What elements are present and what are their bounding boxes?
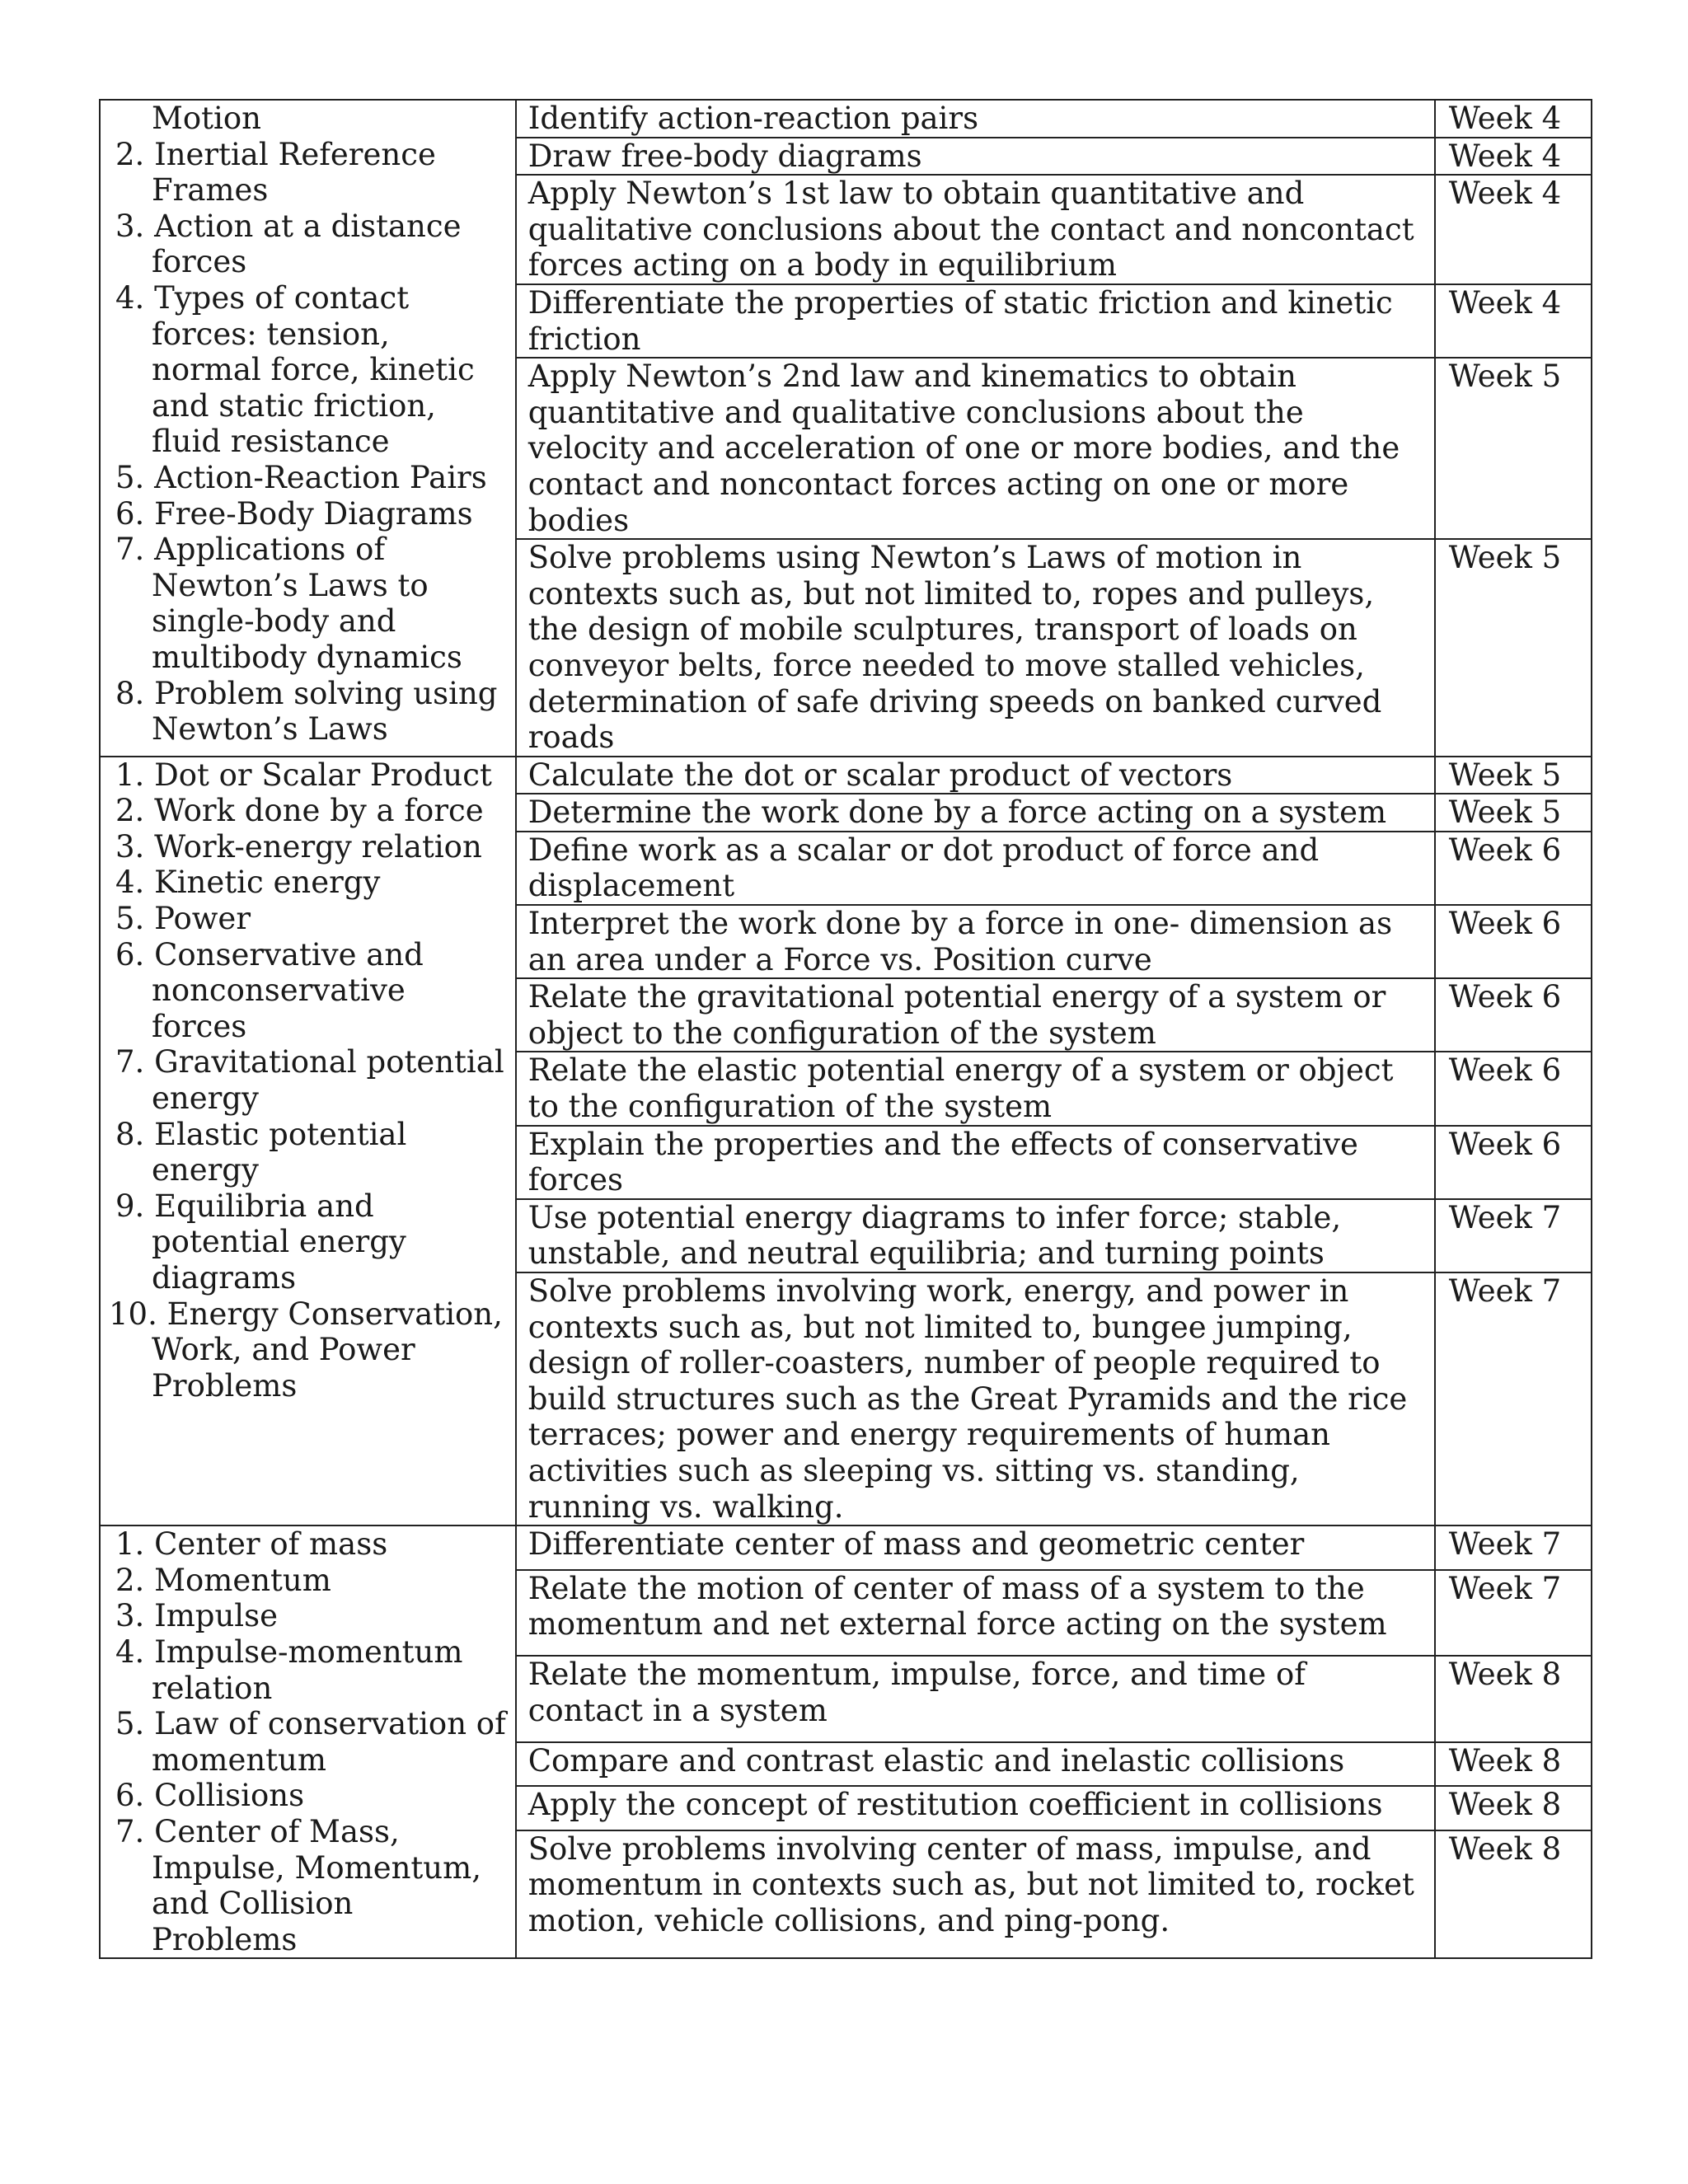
topic-item <box>115 1117 507 1188</box>
topic-text: Action at a distance forces <box>152 208 462 280</box>
topic-text: Inertial Reference Frames <box>152 136 436 209</box>
topic-item <box>115 101 507 137</box>
topic-item <box>115 1598 507 1634</box>
topic-number: 10. <box>109 1296 157 1332</box>
topic-number: 5. <box>115 901 145 937</box>
topic-number: 4. <box>115 279 145 316</box>
week-cell: Week 4 <box>1435 100 1592 138</box>
week-cell: Week 6 <box>1435 832 1592 905</box>
topic-number: 7. <box>115 1813 145 1849</box>
topic-number: 3. <box>115 208 145 244</box>
competency-cell: Apply Newton’s 1st law to obtain quantitative and qualitative conclusions about the contact and noncontact forces acting on a body in equilibrium <box>516 175 1435 284</box>
topic-number: 4. <box>115 865 145 901</box>
topic-number: 5. <box>115 459 145 495</box>
week-cell: Week 4 <box>1435 175 1592 284</box>
topic-text: Equilibria and potential energy diagrams <box>152 1188 406 1296</box>
competency-cell: Relate the elastic potential energy of a system or object to the configuration of the system <box>516 1052 1435 1125</box>
competency-cell: Solve problems using Newton’s Laws of motion in contexts such as, but not limited to, ropes and pulleys, the design of mobile sculptures, transport of loads on conveyor belts, force needed to move stalled vehicles, determination of safe driving speeds on banked curved roads <box>516 539 1435 757</box>
curriculum-table-body <box>100 100 1592 1958</box>
topic-item <box>115 496 507 532</box>
topic-number: 5. <box>115 1706 145 1742</box>
table-row <box>100 757 1592 794</box>
topic-text: Motion <box>152 101 261 136</box>
week-cell: Week 4 <box>1435 138 1592 176</box>
topic-number: 8. <box>115 675 145 711</box>
competency-cell: Draw free-body diagrams <box>516 138 1435 176</box>
topic-text: Collisions <box>154 1778 305 1814</box>
topic-number: 1. <box>115 757 145 793</box>
topics-cell <box>100 757 516 1526</box>
week-cell: Week 8 <box>1435 1786 1592 1830</box>
competency-cell: Differentiate center of mass and geometric center <box>516 1526 1435 1569</box>
competency-cell: Compare and contrast elastic and inelastic collisions <box>516 1742 1435 1786</box>
topic-number: 6. <box>115 1778 145 1814</box>
topic-item <box>115 460 507 496</box>
topic-text: Problem solving using Newton’s Laws <box>152 675 498 748</box>
topic-text: Dot or Scalar Product <box>154 757 492 793</box>
topic-item <box>115 865 507 901</box>
topic-text: Momentum <box>154 1562 331 1598</box>
topic-text: Kinetic energy <box>154 865 381 901</box>
topic-number: 3. <box>115 828 145 865</box>
topic-number: 6. <box>115 936 145 972</box>
competency-cell: Relate the momentum, impulse, force, and time of contact in a system <box>516 1656 1435 1742</box>
topics-cell <box>100 100 516 757</box>
week-cell: Week 8 <box>1435 1742 1592 1786</box>
competency-cell: Identify action-reaction pairs <box>516 100 1435 138</box>
week-cell: Week 4 <box>1435 284 1592 358</box>
competency-cell: Explain the properties and the effects of conservative forces <box>516 1126 1435 1199</box>
topic-item <box>115 532 507 675</box>
topic-text: Conservative and nonconservative forces <box>152 936 424 1044</box>
competency-cell: Differentiate the properties of static friction and kinetic friction <box>516 284 1435 358</box>
week-cell: Week 8 <box>1435 1656 1592 1742</box>
week-cell: Week 5 <box>1435 358 1592 539</box>
competency-cell: Determine the work done by a force acting on a system <box>516 794 1435 832</box>
topic-text: Impulse <box>154 1598 279 1634</box>
topic-text: Center of mass <box>154 1526 388 1563</box>
table-row <box>100 100 1592 138</box>
week-cell: Week 6 <box>1435 1126 1592 1199</box>
competency-cell: Apply the concept of restitution coefficient in collisions <box>516 1786 1435 1830</box>
week-cell: Week 8 <box>1435 1830 1592 1959</box>
week-cell: Week 6 <box>1435 978 1592 1052</box>
week-cell: Week 7 <box>1435 1272 1592 1526</box>
topic-item <box>115 1526 507 1563</box>
topic-list <box>115 1526 507 1957</box>
topic-text: Gravitational potential energy <box>152 1044 504 1117</box>
topic-item <box>115 793 507 829</box>
topic-text: Impulse-momentum relation <box>152 1633 463 1706</box>
competency-cell: Apply Newton’s 2nd law and kinematics to obtain quantitative and qualitative conclusions about the velocity and acceleration of one or more bodies, and the contact and noncontact forces acting on one or more bodies <box>516 358 1435 539</box>
topic-item <box>115 1563 507 1599</box>
topic-text: Power <box>154 901 251 937</box>
curriculum-table <box>99 99 1592 1959</box>
topic-text: Work done by a force <box>154 793 484 829</box>
topic-item <box>115 901 507 937</box>
topic-item <box>115 1044 507 1116</box>
topic-number: 2. <box>115 136 145 172</box>
topic-item <box>115 280 507 460</box>
week-cell: Week 6 <box>1435 1052 1592 1125</box>
topic-number: 9. <box>115 1188 145 1224</box>
week-cell: Week 7 <box>1435 1199 1592 1272</box>
topic-number: 3. <box>115 1598 145 1634</box>
week-cell: Week 5 <box>1435 539 1592 757</box>
topic-list <box>115 101 507 748</box>
competency-cell: Interpret the work done by a force in one- dimension as an area under a Force vs. Position curve <box>516 905 1435 978</box>
topic-list <box>109 757 507 1404</box>
topic-number: 4. <box>115 1633 145 1670</box>
table-row <box>100 1526 1592 1569</box>
topic-number: 8. <box>115 1116 145 1152</box>
topic-item <box>115 829 507 865</box>
topic-text: Types of contact forces: tension, normal force, kinetic and static friction, fluid resistance <box>152 279 475 460</box>
topic-text: Applications of Newton’s Laws to single-body and multibody dynamics <box>152 532 462 675</box>
topic-item <box>115 937 507 1045</box>
competency-cell: Relate the gravitational potential energy of a system or object to the configuration of the system <box>516 978 1435 1052</box>
topic-item <box>115 1634 507 1706</box>
topic-number: 7. <box>115 532 145 568</box>
week-cell: Week 7 <box>1435 1570 1592 1657</box>
topic-text: Center of Mass, Impulse, Momentum, and Collision Problems <box>152 1813 481 1957</box>
topic-number: 1. <box>115 1526 145 1563</box>
topic-item <box>115 757 507 794</box>
topic-text: Action-Reaction Pairs <box>154 459 487 495</box>
competency-cell: Solve problems involving center of mass, impulse, and momentum in contexts such as, but not limited to, rocket motion, vehicle collisions, and ping-pong. <box>516 1830 1435 1959</box>
topic-item <box>109 1296 507 1404</box>
topic-item <box>115 209 507 280</box>
topic-item <box>115 676 507 748</box>
topic-number: 7. <box>115 1044 145 1080</box>
topics-cell <box>100 1526 516 1958</box>
topic-number: 2. <box>115 793 145 829</box>
competency-cell: Relate the motion of center of mass of a system to the momentum and net external force acting on the system <box>516 1570 1435 1657</box>
topic-text: Energy Conservation, Work, and Power Problems <box>152 1296 503 1404</box>
competency-cell: Solve problems involving work, energy, and power in contexts such as, but not limited to, bungee jumping, design of roller-coasters, number of people required to build structures such as the Great Pyramids and the rice terraces; power and energy requirements of human activities such as sleeping vs. sitting vs. standing, running vs. walking. <box>516 1272 1435 1526</box>
competency-cell: Calculate the dot or scalar product of vectors <box>516 757 1435 794</box>
topic-item <box>115 1706 507 1778</box>
topic-item <box>115 1188 507 1296</box>
topic-text: Work-energy relation <box>154 828 482 865</box>
competency-cell: Define work as a scalar or dot product of force and displacement <box>516 832 1435 905</box>
topic-text: Law of conservation of momentum <box>152 1706 506 1778</box>
topic-number: 2. <box>115 1562 145 1598</box>
competency-cell: Use potential energy diagrams to infer force; stable, unstable, and neutral equilibria; and turning points <box>516 1199 1435 1272</box>
week-cell: Week 5 <box>1435 794 1592 832</box>
topic-item <box>115 1778 507 1814</box>
topic-text: Free-Body Diagrams <box>154 495 473 532</box>
week-cell: Week 7 <box>1435 1526 1592 1569</box>
topic-item <box>115 1814 507 1957</box>
week-cell: Week 5 <box>1435 757 1592 794</box>
topic-item <box>115 137 507 209</box>
topic-text: Elastic potential energy <box>152 1116 407 1188</box>
topic-number: 6. <box>115 495 145 532</box>
week-cell: Week 6 <box>1435 905 1592 978</box>
